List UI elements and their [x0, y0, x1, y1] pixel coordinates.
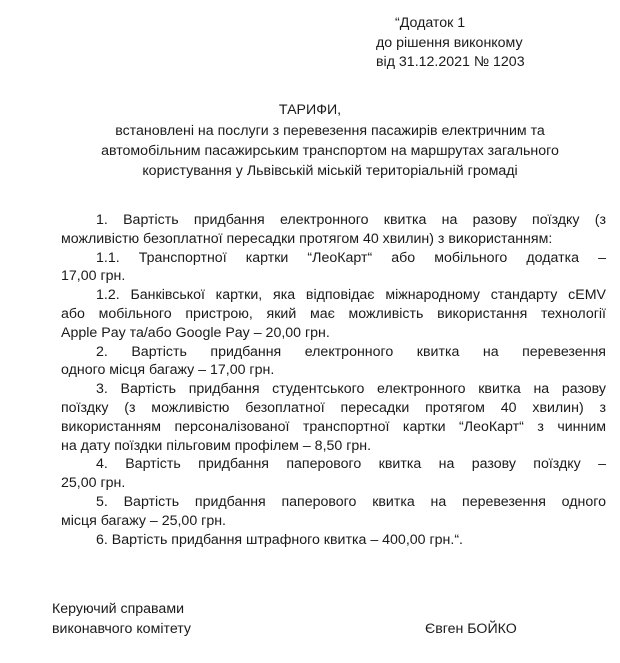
tariff-item-1-line-2: можливістю безоплатної пересадки протягом 40 хвилин) з використанням:	[61, 230, 553, 247]
tariff-item-1-2-line-1: 1.2. Банківської картки, яка відповідає міжнародному стандарту cEMV	[96, 287, 606, 304]
tariff-item-4	[61, 455, 606, 493]
subtitle-line-1: встановлені на послуги з перевезення пасажирів електричним та	[115, 123, 545, 139]
tariff-item-2-line-1: 2. Вартість придбання електронного квитка на перевезення	[96, 343, 606, 360]
tariff-item-5	[61, 493, 606, 531]
tariff-item-3-line-1: 3. Вартість придбання студентського електронного квитка на разову	[96, 381, 606, 398]
tariff-item-1-2	[61, 286, 606, 342]
tariff-item-2-line-2: одного місця багажу – 17,00 грн.	[61, 362, 275, 379]
tariff-item-1-2-line-3: Apple Pay та/або Google Pay – 20,00 грн.	[61, 324, 330, 341]
annex-header	[376, 14, 525, 73]
document-title: ТАРИФИ,	[278, 102, 342, 118]
signatory-name: Євген БОЙКО	[425, 621, 517, 637]
tariff-item-2	[61, 343, 606, 381]
tariff-item-3	[61, 380, 606, 455]
signatory-position-line-1: Керуючий справами	[52, 601, 184, 617]
signatory-position-line-2: виконавчого комітету	[52, 621, 191, 637]
subtitle-line-2: автомобільним пасажирським транспортом на маршрутах загального	[101, 143, 559, 159]
tariff-item-4-line-1: 4. Вартість придбання паперового квитка на разову поїздку –	[96, 456, 606, 473]
tariff-item-5-line-1: 5. Вартість придбання паперового квитка на перевезення одного	[96, 493, 606, 510]
tariff-item-1	[61, 211, 606, 249]
signatory-position	[52, 599, 191, 639]
tariff-item-1-line-1: 1. Вартість придбання електронного квитка на разову поїздку (з	[96, 212, 606, 228]
tariff-item-3-line-2: поїздку (з можливістю безоплатної пересадки протягом 40 хвилин) з	[61, 399, 606, 416]
tariff-item-6-line-1: 6. Вартість придбання штрафного квитка – 400,00 грн.“.	[96, 531, 463, 548]
tariff-item-1-2-line-2: або мобільного пристрою, який має можливість використання технології	[61, 305, 606, 322]
tariff-item-1-1	[61, 249, 606, 287]
annex-line-3: від 31.12.2021 № 1203	[376, 54, 525, 70]
tariff-item-1-1-line-1: 1.1. Транспортної картки “ЛеоКарт“ або мобільного додатка –	[96, 249, 606, 266]
tariff-item-4-line-2: 25,00 грн.	[61, 475, 126, 492]
annex-line-2: до рішення виконкому	[376, 34, 523, 51]
tariff-item-3-line-3: використанням персоналізованої транспортної картки “ЛеоКарт“ з чинним	[61, 418, 606, 435]
tariff-item-3-line-4: на дату поїздки пільговим профілем – 8,50 грн.	[61, 437, 372, 454]
tariff-item-6	[61, 531, 606, 550]
tariff-item-5-line-2: місця багажу – 25,00 грн.	[61, 512, 226, 529]
tariff-item-1-1-line-2: 17,00 грн.	[61, 268, 126, 285]
subtitle-line-3: користування у Львівській міській територіальній громаді	[142, 163, 518, 179]
annex-line-1: “Додаток 1	[395, 15, 466, 31]
document-subtitle	[60, 121, 600, 181]
tariff-list	[61, 211, 606, 549]
